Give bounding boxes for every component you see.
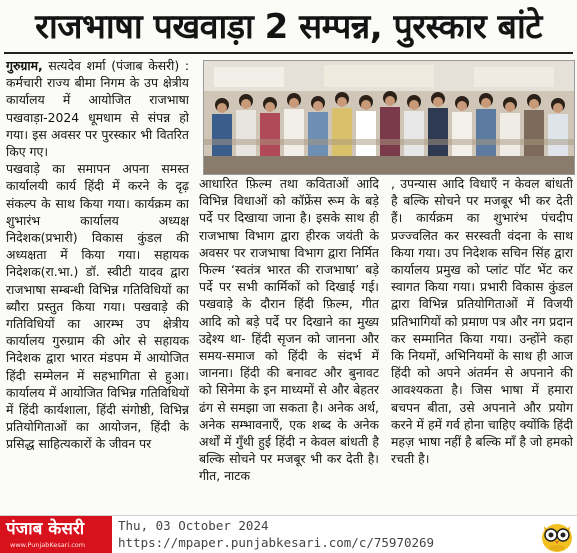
group-photo (203, 60, 575, 175)
group-photo-illustration (204, 61, 574, 174)
article-column-3 (391, 175, 573, 515)
column-1-text: पखवाड़े का समापन अपना समस्त कार्यालयी कार्य हिंदी में करने के दृढ़ संकल्प के साथ किया गया। कार्यक्रम का शुभारंभ कार्यालय अध्यक्ष निदेशक(प्रभारी) विकास कुंडल की अध्यक्षता में किया गया। सहायक निदेशक(रा.भा.) डॉ. स्वीटी यादव द्वारा राजभाषा सम्बन्धी विभिन्न गतिविधियों का ब्यौरा प्रस्तुत किया गया। पखवाड़े की गतिविधियों का आरम्भ उप क्षेत्रीय कार्यालय गुरुग्राम की ओर से सहायक निदेशक द्वारा भारत मंडपम में आयोजित हिंदी सम्मेलन में सहभागिता से हुआ। कार्यालय में आयोजित विभिन्न गतिविधियों में हिंदी कार्यशाला, हिंदी संगोष्ठी, विभिन्न प्रतियोगिताओं का आयोजन, हिंदी के प्रसिद्ध साहित्यकारों के जीवन पर (6, 161, 189, 452)
punjab-kesari-logo[interactable] (0, 516, 112, 553)
dateline: गुरुग्राम, (6, 58, 43, 73)
column-3-text: , उपन्यास आदि विधाएँ न केवल बांधती है बल्कि सोचने पर मजबूर भी कर देती हैं। कार्यक्रम का शुभारंभ पंचदीप प्रज्ज्वलित कर सरस्वती वंदना के साथ किया गया। उप निदेशक सचिन सिंह द्वारा कार्यालय प्रमुख को प्लांट पॉट भेंट कर स्वागत किया गया। प्रभारी विकास कुंडल द्वारा विभिन्न प्रतियोगिताओं में विजयी प्रतिभागियों को प्रमाण पत्र और नग प्रदान कर सम्मानित किया गया। उन्होंने कहा कि नियमों, अभिनियमों के साथ ही आज हिंदी को अपने अंतर्मन से अपनाने की आवश्यकता है। जिस भाषा में हमारा बचपन बीता, उसे अपनाने और प्रयोग करने में हमें गर्व होना चाहिए क्योंकि हिंदी महज़ भाषा नहीं है बल्कि माँ है जो हमको रचती है। (391, 176, 573, 467)
publication-date: Thu, 03 October 2024 (118, 518, 269, 533)
column-2-text: आधारित फ़िल्म तथा कविताओं आदि विभिन्न विधाओं को कॉफ्रेंस रूम के बड़े पर्दे पर दिखाया जाना है। इसके साथ ही राजभाषा विभाग द्वारा हीरक जयंती के अवसर पर राजभाषा विभाग द्वारा निर्मित फिल्म ‘स्वतंत्र भारत की राजभाषा’ बड़े पर्दे पर सभी कार्मिकों को दिखाई गई। पखवाड़े के दौरान हिंदी फ़िल्म, गीत आदि को बड़े पर्दे पर दिखाने का मुख्य उद्देश्य था- हिंदी सृजन को जानना और समय-समाज को हिंदी के संदर्भ में जानना। हिंदी की बनावट और बुनावट को सिनेमा के इन माध्यमों से और बेहतर ढंग से समझा जा सकता है। अनेक अर्थ, अनेक सम्भावनाएँ, एक शब्द के अनेक अर्थों में गुँथी हुई हिंदी न केवल बांधती है बल्कि सोचने पर मजबूर भी कर देती है। गीत, नाटक (199, 176, 379, 484)
article-column-1 (6, 57, 189, 515)
headline: राजभाषा पखवाड़ा 2 सम्पन्न, पुरस्कार बांटे (35, 7, 542, 47)
clip-url-link[interactable]: https://mpaper.punjabkesari.com/c/75970269 (118, 535, 435, 550)
article-intro (6, 57, 189, 160)
headline-rule (4, 52, 573, 54)
logo-subtext: www.PunjabKesari.com (10, 541, 86, 549)
epaper-footer (0, 515, 577, 553)
owl-icon (537, 516, 577, 553)
logo-text: पंजाब केसरी (6, 519, 85, 539)
article-column-2 (199, 175, 379, 515)
intro-text: सत्यदेव शर्मा (पंजाब केसरी) : कर्मचारी राज्य बीमा निगम के उप क्षेत्रीय कार्यालय में आयोजित राजभाषा पखवाड़ा-2024 धूमधाम से संपन्न हो गया। इस अवसर पर पुरस्कार भी वितरित किए गए। (6, 58, 189, 160)
